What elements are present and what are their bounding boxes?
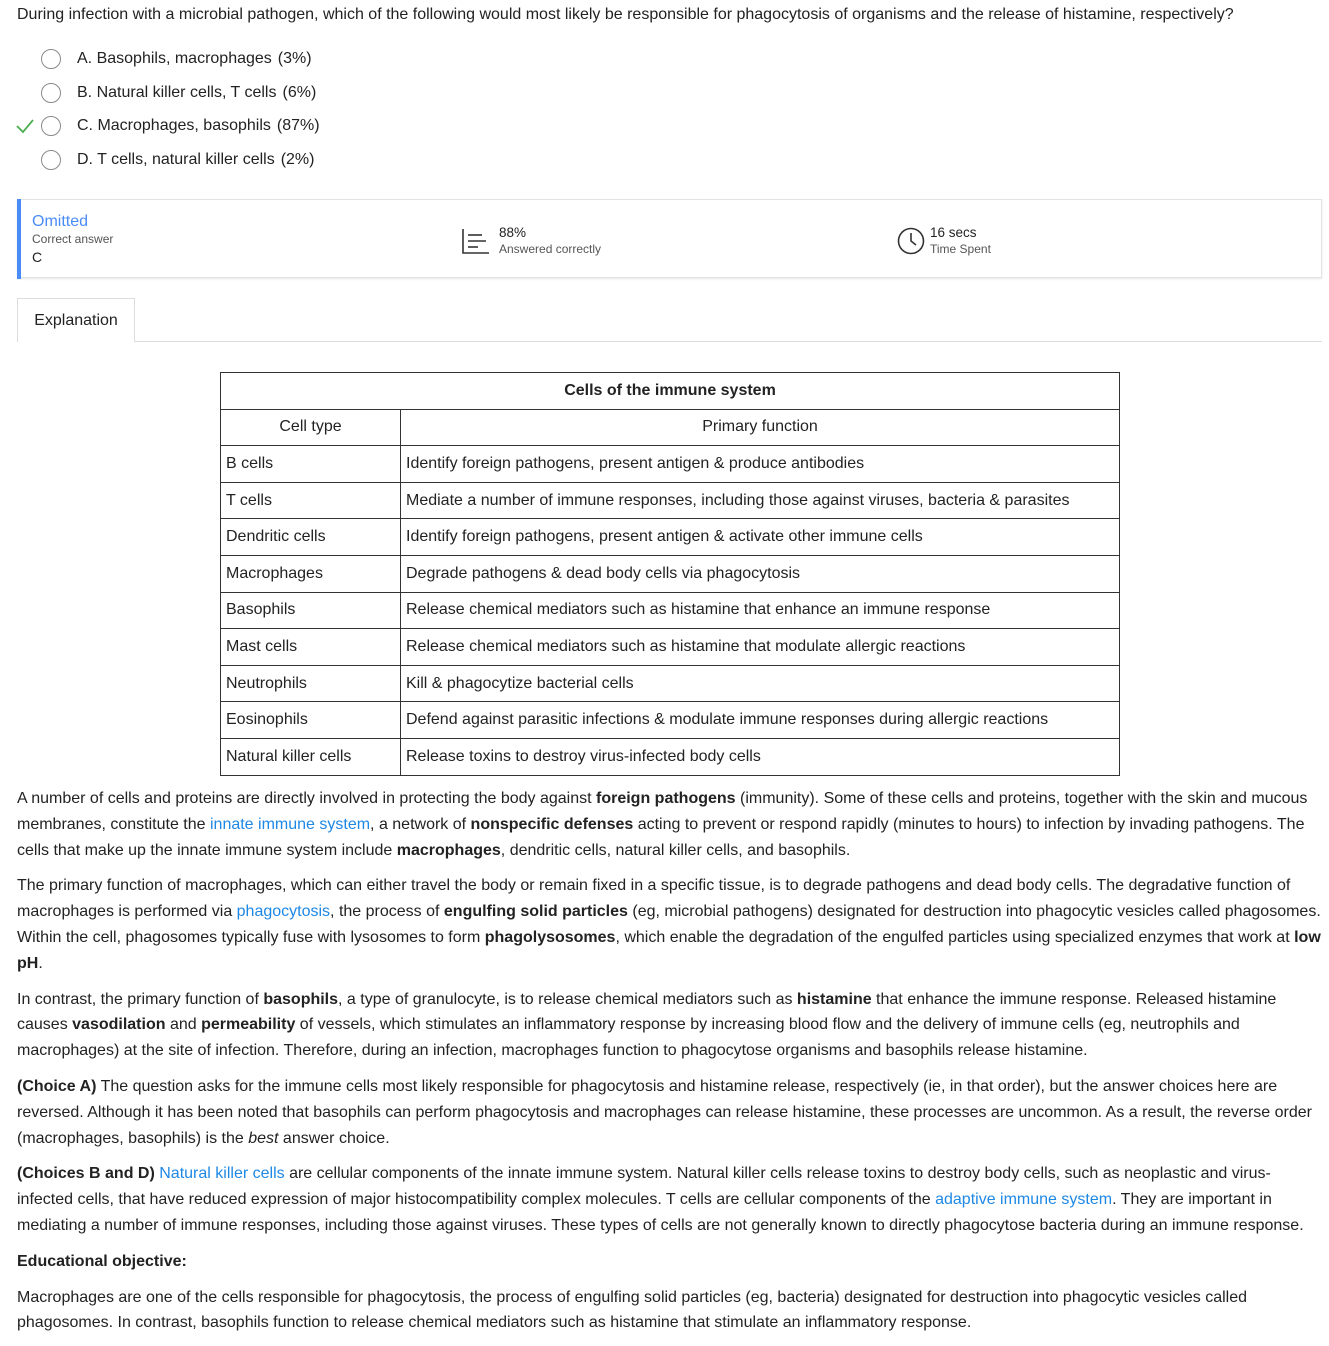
time-label: Time Spent [930, 242, 991, 256]
correct-answer-value: C [32, 249, 43, 265]
radio-button[interactable] [41, 116, 61, 136]
choice-label: B. Natural killer cells, T cells (6%) [77, 83, 317, 101]
table-row: Mast cells Release chemical mediators such as histamine that modulate allergic reactions [221, 629, 1120, 666]
choice-percent: (87%) [276, 117, 320, 135]
table-row: B cells Identify foreign pathogens, present antigen & produce antibodies [221, 446, 1120, 483]
table-row: T cells Mediate a number of immune responses, including those against viruses, bacteria & parasites [221, 482, 1120, 519]
choice-label: D. T cells, natural killer cells (2%) [77, 151, 315, 169]
choice-percent: (6%) [282, 83, 317, 101]
paragraph: In contrast, the primary function of basophils, a type of granulocyte, is to release chemical mediators such as histamine that enhance the immune response. Released histamine causes vasodilation and permeability of vessels, which stimulates an inflammatory response by increasing blood flow and the delivery of immune cells (eg, neutrophils and macrophages) at the site of infection. Therefore, during an infection, macrophages function to phagocytose organisms and basophils release histamine. [17, 990, 1277, 1060]
explanation-text [17, 786, 1323, 1346]
phagocytosis-link[interactable]: phagocytosis [236, 903, 331, 921]
question-text: During infection with a microbial pathogen, which of the following would most likely be responsible for phagocytosis of organisms and the release of histamine, respectively? [17, 6, 1234, 23]
table-row: Macrophages Degrade pathogens & dead body cells via phagocytosis [221, 555, 1120, 592]
adaptive-immune-system-link[interactable]: adaptive immune system [935, 1191, 1113, 1209]
choice-percent: (2%) [280, 151, 315, 169]
radio-button[interactable] [41, 49, 61, 69]
time-value: 16 secs [930, 225, 977, 240]
column-header: Primary function [401, 409, 1120, 446]
paragraph: A number of cells and proteins are directly involved in protecting the body against foreign pathogens (immunity). Some of these cells and proteins, together with the skin and mucous membranes, constitute the innate immune system, a network of nonspecific defenses acting to prevent or respond rapidly (minutes to hours) to infection by invading pathogens. The cells that make up the innate immune system include macrophages, dendritic cells, natural killer cells, and basophils. [17, 790, 1308, 859]
table-row: Basophils Release chemical mediators such as histamine that enhance an immune response [221, 592, 1120, 629]
tab-explanation[interactable]: Explanation [17, 298, 135, 342]
radio-button[interactable] [41, 83, 61, 103]
table-row: Eosinophils Defend against parasitic infections & modulate immune responses during allergic reactions [221, 702, 1120, 739]
tab-divider [134, 341, 1322, 342]
innate-immune-system-link[interactable]: innate immune system [209, 815, 371, 833]
status-accent-bar [17, 199, 21, 279]
natural-killer-cells-link[interactable]: Natural killer cells [159, 1165, 285, 1183]
status-omitted: Omitted [32, 213, 89, 230]
objective-text: Macrophages are one of the cells responsible for phagocytosis, the process of engulfing solid particles (eg, bacteria) designated for destruction into phagocytic vesicles called phagosomes. In contrast, basophils function to release chemical mediators such as histamine that stimulate an inflammatory response. [17, 1288, 1248, 1332]
stats-panel [17, 199, 1322, 278]
immune-cells-table [220, 372, 1120, 776]
paragraph: (Choice A) The question asks for the immune cells most likely responsible for phagocytosis and histamine release, respectively (ie, in that order), but the answer choices here are reversed. Although it has been noted that basophils can perform phagocytosis and macrophages can release histamine, these processes are uncommon. As a result, the reverse order (macrophages, basophils) is the best answer choice. [17, 1077, 1312, 1147]
bar-chart-icon [461, 226, 491, 256]
paragraph: (Choices B and D) Natural killer cells are cellular components of the innate immune system. Natural killer cells release toxins to destroy body cells, such as neoplastic and virus-infected cells, that have reduced expression of major histocompatibility complex molecules. T cells are cellular components of the adaptive immune system. They are important in mediating a number of immune responses, including those against viruses. These types of cells are not generally known to directly phagocytose bacteria during an immune response. [17, 1165, 1304, 1234]
table-row: Natural killer cells Release toxins to destroy virus-infected body cells [221, 738, 1120, 775]
checkmark-icon [15, 116, 35, 136]
choice-label: A. Basophils, macrophages (3%) [77, 50, 312, 67]
clock-icon [896, 226, 926, 256]
table-row: Neutrophils Kill & phagocytize bacterial cells [221, 665, 1120, 702]
objective-title: Educational objective: [17, 1252, 187, 1270]
column-header: Cell type [221, 409, 401, 446]
answered-percent: 88% [499, 225, 527, 240]
radio-button[interactable] [41, 150, 61, 170]
table-title: Cells of the immune system [221, 373, 1120, 410]
answered-label: Answered correctly [499, 242, 602, 256]
choice-percent: (3%) [277, 50, 312, 67]
table-row: Dendritic cells Identify foreign pathogens, present antigen & activate other immune cells [221, 519, 1120, 556]
correct-answer-label: Correct answer [32, 232, 114, 246]
choice-label: C. Macrophages, basophils (87%) [77, 117, 320, 135]
paragraph: The primary function of macrophages, which can either travel the body or remain fixed in a specific tissue, is to degrade pathogens and dead body cells. The degradative function of macrophages is performed via phagocytosis, the process of engulfing solid particles (eg, microbial pathogens) designated for destruction into phagocytic vesicles called phagosomes. Within the cell, phagosomes typically fuse with lysosomes to form phagolysosomes, which enable the degradation of the engulfed particles using specialized enzymes that work at low pH. [17, 877, 1321, 972]
